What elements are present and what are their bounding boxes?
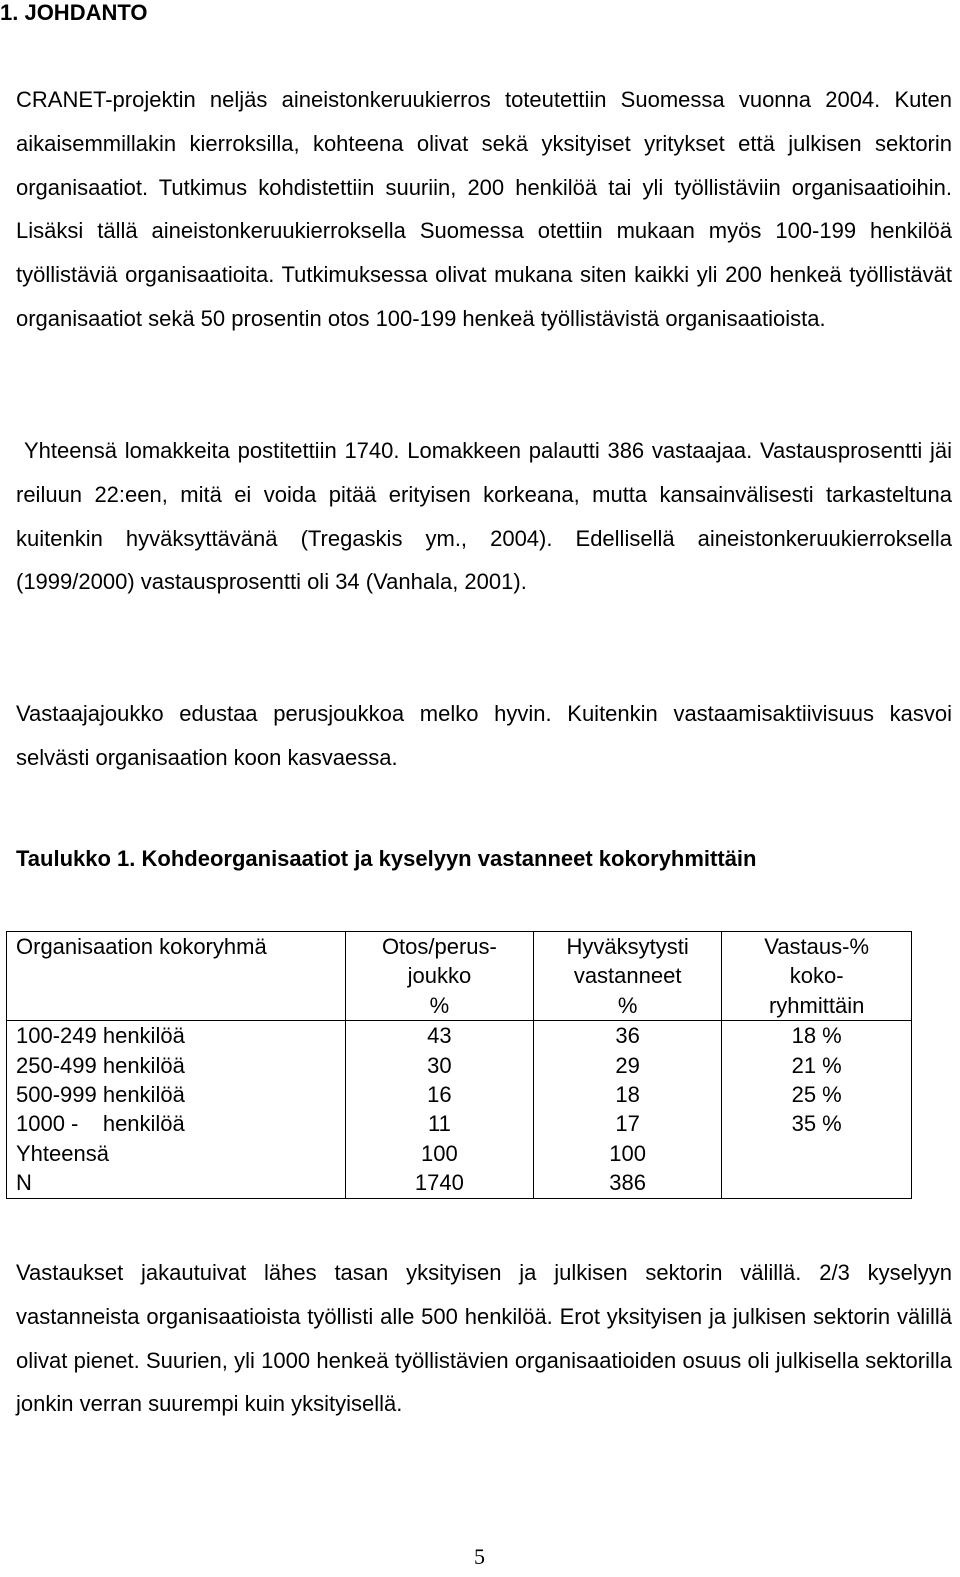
- page-number: 5: [474, 1544, 485, 1569]
- table-body-row: [7, 1021, 912, 1198]
- sample-cell: 43 30 16 11 100 1740: [345, 1021, 533, 1198]
- table-caption: Taulukko 1. Kohdeorganisaatiot ja kyselyyn vastanneet kokoryhmittäin: [16, 846, 757, 871]
- responded-cell: 36 29 18 17 100 386: [533, 1021, 721, 1198]
- intro-paragraph: CRANET-projektin neljäs aineistonkeruukierros toteutettiin Suomessa vuonna 2004. Kuten aikaisemmillakin kierroksilla, kohteena olivat sekä yksityiset yritykset että julkisen sektorin organisaatiot. Tutkimus kohdistettiin suuriin, 200 henkilöä tai yli työllistäviin organisaatioihin. Lisäksi tällä aineistonkeruukierroksella Suomessa otettiin mukaan myös 100-199 henkilöä työllistäviä organisaatioita. Tutkimuksessa olivat mukana siten kaikki yli 200 henkeä työllistävät organisaatiot sekä 50 prosentin otos 100-199 henkeä työllistävistä organisaatioista.: [16, 87, 952, 331]
- table-header-row: [7, 932, 912, 1021]
- header-sample: Otos/perus- joukko %: [345, 932, 533, 1021]
- header-size-group: Organisaation kokoryhmä: [7, 932, 346, 1021]
- sector-paragraph: Vastaukset jakautuivat lähes tasan yksityisen ja julkisen sektorin välillä. 2/3 kyselyyn vastanneista organisaatioista työllisti alle 500 henkilöä. Erot yksityisen ja julkisen sektorin välillä olivat pienet. Suurien, yli 1000 henkeä työllistävien organisaatioiden osuus oli julkisella sektorilla jonkin verran suurempi kuin yksityisellä.: [16, 1260, 952, 1417]
- header-responded: Hyväksytysti vastanneet %: [533, 932, 721, 1021]
- representativeness-paragraph: Vastaajajoukko edustaa perusjoukkoa melko hyvin. Kuitenkin vastaamisaktiivisuus kasvoi selvästi organisaation koon kasvaessa.: [16, 701, 952, 770]
- section-heading: 1. JOHDANTO: [0, 0, 148, 25]
- response-rate-cell: 18 % 21 % 25 % 35 %: [722, 1021, 912, 1198]
- response-paragraph: Yhteensä lomakkeita postitettiin 1740. Lomakkeen palautti 386 vastaajaa. Vastausprosentti jäi reiluun 22:een, mitä ei voida pitää erityisen korkeana, mutta kansainvälisesti tarkasteltuna kuitenkin hyväksyttävänä (Tregaskis ym., 2004). Edellisellä aineistonkeruukierroksella (1999/2000) vastausprosentti oli 34 (Vanhala, 2001).: [16, 438, 952, 595]
- header-response-rate: Vastaus-% koko- ryhmittäin: [722, 932, 912, 1021]
- organisation-size-table: [6, 931, 912, 1199]
- size-group-cell: 100-249 henkilöä 250-499 henkilöä 500-999 henkilöä 1000 - henkilöä Yhteensä N: [7, 1021, 346, 1198]
